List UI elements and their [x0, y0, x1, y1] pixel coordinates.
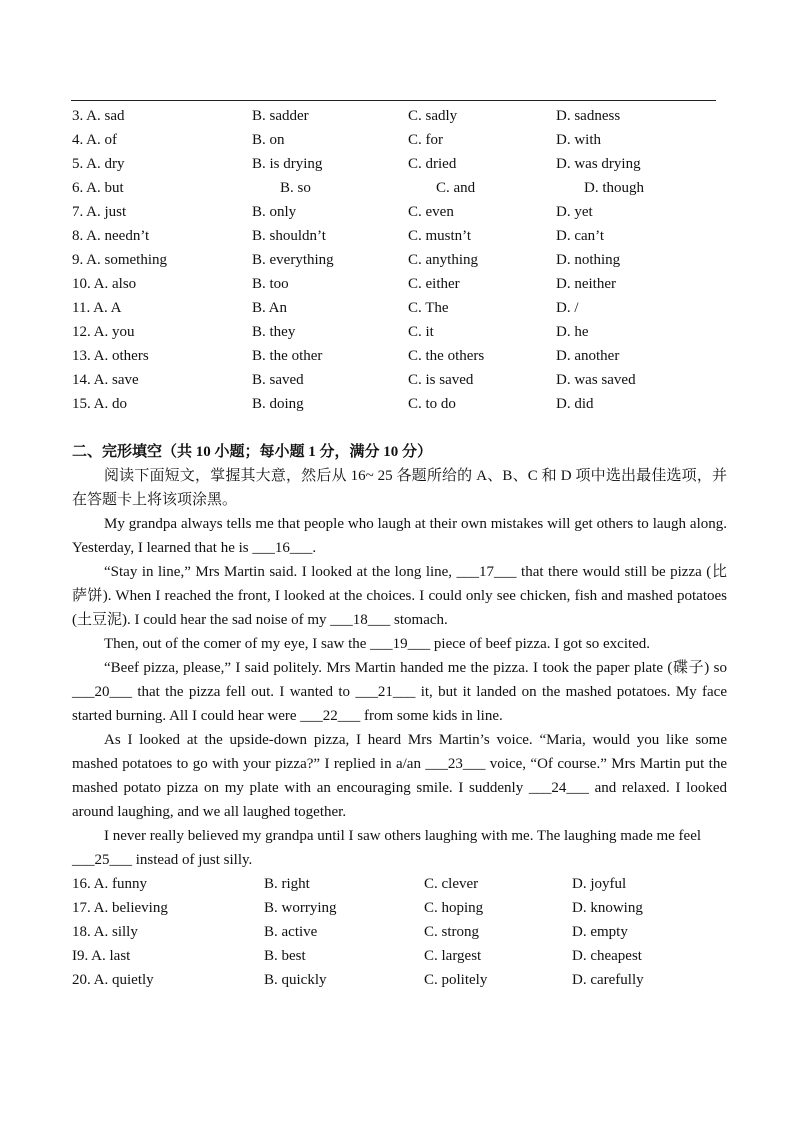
option-d: D. /	[556, 300, 579, 316]
option-b: B. best	[264, 948, 306, 964]
question-number-option-a: 3. A. sad	[72, 108, 125, 124]
question-options-row	[72, 152, 732, 176]
passage-paragraph: My grandpa always tells me that people who laugh at their own mistakes will get others to laugh along. Yesterday, I learned that he is ___16___.	[72, 516, 727, 556]
question-options-row	[72, 272, 732, 296]
option-b: B. so	[280, 180, 311, 196]
question-options-row	[72, 344, 732, 368]
passage-paragraph: “Stay in line,” Mrs Martin said. I looked at the long line, ___17___ that there would still be pizza (比萨饼). When I reached the front, I looked at the choices. I could only see chicken, fish and mashed potatoes (土豆泥). I could hear the sad noise of my ___18___ stomach.	[72, 564, 727, 628]
option-d: D. yet	[556, 204, 593, 220]
option-d: D. did	[556, 396, 594, 412]
question-number-option-a: 8. A. needn’t	[72, 228, 150, 244]
question-options-row	[72, 368, 732, 392]
option-d: D. was drying	[556, 156, 641, 172]
option-d: D. sadness	[556, 108, 621, 124]
option-d: D. nothing	[556, 252, 621, 268]
option-c: C. mustn’t	[408, 228, 472, 244]
question-options-row	[72, 872, 732, 896]
option-b: B. on	[252, 132, 285, 148]
instructions-paragraph: 阅读下面短文，掌握其大意，然后从 16~ 25 各题所给的 A、B、C 和 D 项中选出最佳选项，并在答题卡上将该项涂黑。	[72, 468, 727, 508]
question-options-row	[72, 968, 732, 992]
option-b: B. the other	[252, 348, 323, 364]
option-b: B. sadder	[252, 108, 309, 124]
option-c: C. even	[408, 204, 454, 220]
question-number-option-a: 11. A. A	[72, 300, 122, 316]
question-number-option-a: 13. A. others	[72, 348, 149, 364]
option-d: D. was saved	[556, 372, 636, 388]
question-number-option-a: 14. A. save	[72, 372, 139, 388]
option-b: B. they	[252, 324, 296, 340]
option-c: C. politely	[424, 972, 488, 988]
passage-paragraph: As I looked at the upside-down pizza, I heard Mrs Martin’s voice. “Maria, would you like some mashed potatoes to go with your pizza?” I replied in a/an ___23___ voice, “Of course.” Mrs Martin put the mashed potato pizza on my plate with an encouraging smile. I suddenly ___24___ and relaxed. I looked around laughing, and we all laughed together.	[72, 732, 727, 820]
option-c: C. and	[436, 180, 476, 196]
option-c: C. The	[408, 300, 449, 316]
section2-heading: 二、完形填空（共 10 小题；每小题 1 分，满分 10 分）	[72, 444, 433, 460]
question-options-row	[72, 944, 732, 968]
option-b: B. saved	[252, 372, 304, 388]
option-c: C. the others	[408, 348, 485, 364]
option-b: B. right	[264, 876, 310, 892]
option-c: C. anything	[408, 252, 478, 268]
option-d: D. though	[584, 180, 644, 196]
question-options-row	[72, 104, 732, 128]
question-options-row	[72, 920, 732, 944]
question-number-option-a: 20. A. quietly	[72, 972, 154, 988]
option-d: D. carefully	[572, 972, 644, 988]
question-number-option-a: 9. A. something	[72, 252, 168, 268]
question-options-row	[72, 248, 732, 272]
section1-options-list	[72, 104, 732, 416]
option-b: B. only	[252, 204, 297, 220]
option-b: B. is drying	[252, 156, 323, 172]
question-options-row	[72, 200, 732, 224]
option-c: C. largest	[424, 948, 482, 964]
question-number-option-a: 17. A. believing	[72, 900, 168, 916]
option-c: C. dried	[408, 156, 457, 172]
option-d: D. cheapest	[572, 948, 642, 964]
top-divider-line	[71, 100, 716, 101]
passage-paragraph: I never really believed my grandpa until I saw others laughing with me. The laughing made me feel ___25___ instead of just silly.	[72, 828, 702, 868]
question-number-option-a: 16. A. funny	[72, 876, 147, 892]
question-number-option-a: I9. A. last	[72, 948, 131, 964]
option-b: B. shouldn’t	[252, 228, 326, 244]
question-options-row	[72, 176, 732, 200]
option-b: B. An	[252, 300, 288, 316]
question-number-option-a: 18. A. silly	[72, 924, 138, 940]
question-options-row	[72, 296, 732, 320]
option-d: D. he	[556, 324, 589, 340]
section2-options-list	[72, 872, 732, 992]
option-d: D. neither	[556, 276, 616, 292]
option-c: C. is saved	[408, 372, 474, 388]
option-c: C. strong	[424, 924, 480, 940]
option-b: B. worrying	[264, 900, 337, 916]
passage-paragraph: Then, out of the comer of my eye, I saw the ___19___ piece of beef pizza. I got so excited.	[104, 636, 651, 652]
question-number-option-a: 5. A. dry	[72, 156, 125, 172]
question-options-row	[72, 896, 732, 920]
option-b: B. too	[252, 276, 289, 292]
question-options-row	[72, 320, 732, 344]
option-c: C. for	[408, 132, 443, 148]
option-c: C. hoping	[424, 900, 484, 916]
option-c: C. clever	[424, 876, 479, 892]
question-options-row	[72, 224, 732, 248]
passage-paragraph: “Beef pizza, please,” I said politely. Mrs Martin handed me the pizza. I took the paper plate (碟子) so ___20___ that the pizza fell out. I wanted to ___21___ it, but it landed on the mashed potatoes. My face started burning. All I could hear were ___22___ from some kids in line.	[72, 660, 727, 724]
question-options-row	[72, 392, 732, 416]
option-d: D. another	[556, 348, 620, 364]
option-c: C. either	[408, 276, 460, 292]
question-number-option-a: 7. A. just	[72, 204, 127, 220]
option-d: D. can’t	[556, 228, 605, 244]
option-d: D. knowing	[572, 900, 643, 916]
option-b: B. everything	[252, 252, 334, 268]
question-number-option-a: 6. A. but	[72, 180, 124, 196]
question-number-option-a: 12. A. you	[72, 324, 135, 340]
cloze-passage	[72, 464, 727, 872]
option-d: D. empty	[572, 924, 628, 940]
question-number-option-a: 15. A. do	[72, 396, 128, 412]
option-c: C. it	[408, 324, 434, 340]
question-number-option-a: 10. A. also	[72, 276, 137, 292]
option-c: C. sadly	[408, 108, 458, 124]
option-b: B. quickly	[264, 972, 327, 988]
option-c: C. to do	[408, 396, 456, 412]
option-d: D. joyful	[572, 876, 627, 892]
option-d: D. with	[556, 132, 601, 148]
question-number-option-a: 4. A. of	[72, 132, 117, 148]
option-b: B. active	[264, 924, 318, 940]
question-options-row	[72, 128, 732, 152]
option-b: B. doing	[252, 396, 304, 412]
